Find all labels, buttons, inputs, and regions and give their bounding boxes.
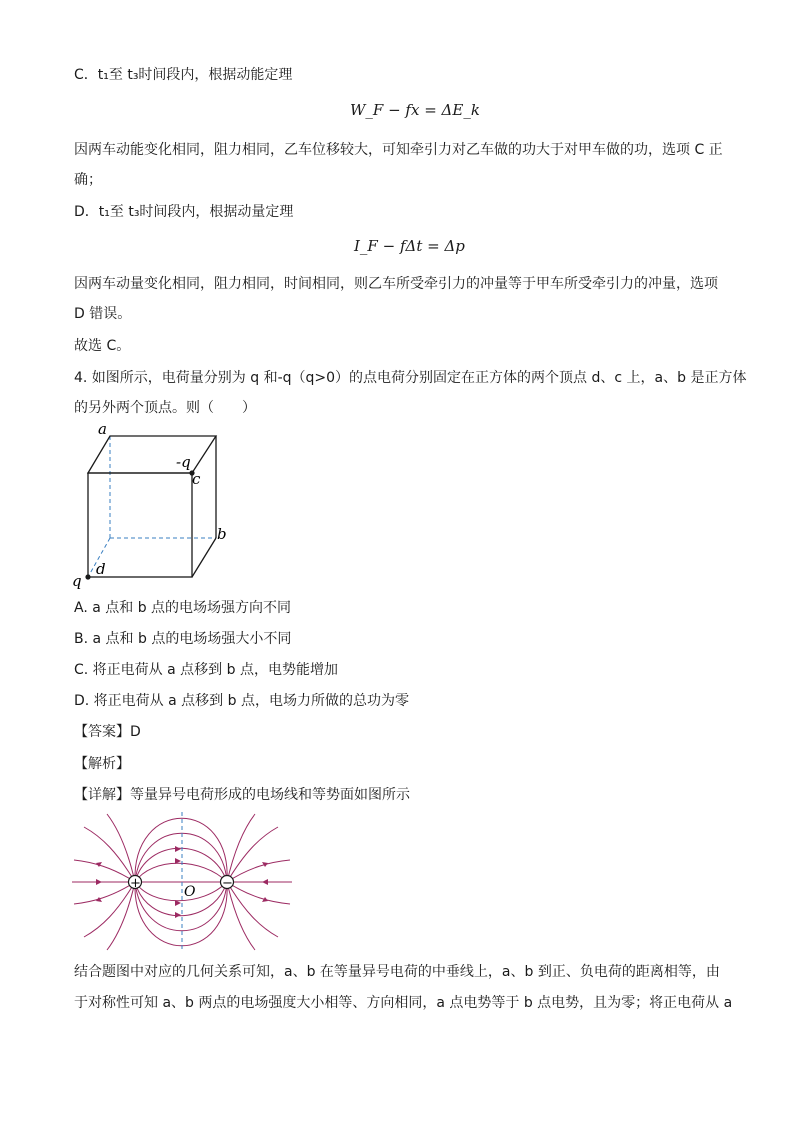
label-d: d — [96, 560, 106, 578]
label-neg-q: -q — [176, 453, 191, 471]
charge-d-dot — [85, 574, 90, 579]
plus-sign: + — [130, 876, 141, 891]
analysis-label: 【解析】 — [74, 756, 130, 772]
previous-conclusion: 故选 C。 — [74, 338, 131, 354]
label-b: b — [217, 525, 227, 543]
option-c: C. 将正电荷从 a 点移到 b 点，电势能增加 — [74, 662, 338, 678]
minus-sign: − — [222, 876, 233, 891]
question-stem-line2: 的另外两个顶点。则（ ） — [74, 400, 256, 416]
option-d-heading: D．t₁至 t₃时间段内，根据动量定理 — [74, 204, 294, 220]
electric-field-diagram — [72, 812, 292, 952]
conclusion-line2: 于对称性可知 a、b 两点的电场强度大小相等、方向相同，a 点电势等于 b 点电势，且为零；将正电荷从 a — [74, 995, 733, 1011]
label-q: q — [72, 572, 82, 590]
option-d-reason-line1: 因两车动量变化相同，阻力相同，时间相同，则乙车所受牵引力的冲量等于甲车所受牵引力的冲量，选项 — [74, 276, 718, 292]
option-d-reason-line2: D 错误。 — [74, 306, 132, 322]
origin-label: O — [184, 884, 196, 900]
kinetic-energy-equation: W_F − fx = ΔE_k — [350, 101, 480, 119]
option-c-reason-line1: 因两车动能变化相同，阻力相同，乙车位移较大，可知牵引力对乙车做的功大于对甲车做的功，选项 C 正 — [74, 142, 723, 158]
conclusion-line1: 结合题图中对应的几何关系可知，a、b 在等量异号电荷的中垂线上，a、b 到正、负电荷的距离相等，由 — [74, 964, 720, 980]
question-stem-line1: 4. 如图所示，电荷量分别为 q 和-q（q>0）的点电荷分别固定在正方体的两个顶点 d、c 上，a、b 是正方体 — [74, 370, 747, 386]
option-c-heading: C．t₁至 t₃时间段内，根据动能定理 — [74, 67, 293, 83]
right-bottom-edge — [192, 538, 216, 577]
cube-figure — [66, 420, 236, 590]
detail-intro: 【详解】等量异号电荷形成的电场线和等势面如图所示 — [74, 787, 410, 803]
answer: 【答案】D — [74, 724, 141, 740]
top-face — [88, 436, 216, 473]
option-a: A. a 点和 b 点的电场场强方向不同 — [74, 600, 292, 616]
label-c: c — [192, 470, 201, 488]
option-d: D. 将正电荷从 a 点移到 b 点，电场力所做的总功为零 — [74, 693, 409, 709]
momentum-equation: I_F − fΔt = Δp — [354, 237, 465, 255]
option-b: B. a 点和 b 点的电场场强大小不同 — [74, 631, 292, 647]
option-c-reason-line2: 确； — [74, 172, 102, 188]
label-a: a — [98, 420, 107, 438]
